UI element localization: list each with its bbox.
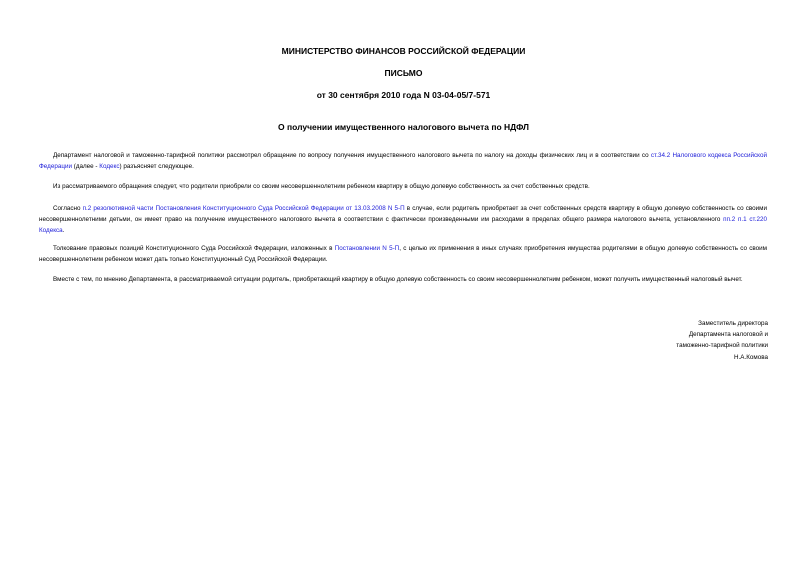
text-span: Толкование правовых позиций Конституционного Суда Российской Федерации, изложенных в	[53, 245, 335, 252]
link-constitutional-court-ruling[interactable]: п.2 резолютивной части Постановления Конституционного Суда Российской Федерации от 13.03.2008 N 5-П	[82, 205, 405, 212]
signature-title: Заместитель директора	[698, 320, 768, 327]
text-span: Вместе с тем, по мнению Департамента, в рассматриваемой ситуации родитель, приобретающий квартиру в общую долевую собственность со своим несовершеннолетним ребенком, может получить имущественный налоговый вычет.	[53, 276, 743, 283]
link-code[interactable]: Кодекс	[99, 163, 120, 171]
link-tax-code-art-34-2[interactable]: ст.34.2 Налогового кодекса Российской Федерации	[39, 152, 768, 171]
link-art-220-code[interactable]: пп.2 п.1 ст.220 Кодекса	[39, 216, 767, 235]
text-span: , с целью их применения в иных случаях приобретения имущества родителями в общую долевую собственность со своим несовершеннолетним ребенком может дать только Конституционный Суд Российской Федерации.	[39, 245, 767, 264]
paragraph-2	[39, 181, 767, 192]
text-span: .	[62, 227, 65, 235]
ministry-heading: МИНИСТЕРСТВО ФИНАНСОВ РОССИЙСКОЙ ФЕДЕРАЦИИ	[281, 46, 526, 56]
text-span: ) разъясняет следующее.	[119, 163, 194, 171]
paragraph-5	[39, 274, 767, 285]
signature-block	[568, 318, 768, 363]
paragraph-1	[39, 150, 767, 172]
text-span: в случае, если родитель приобретает за счет собственных средств квартиру в общую долевую собственность со своими несовершеннолетними детьми, он имеет право на получение имущественного налогового вычета в соответствии с фактически произведенными им расходами в пределах общего размера налогового вычета, установленного	[39, 205, 767, 224]
document-type: ПИСЬМО	[384, 68, 423, 78]
paragraph-3	[39, 203, 767, 237]
link-ruling-5p[interactable]: Постановлении N 5-П	[334, 245, 400, 252]
text-span: (далее -	[71, 163, 100, 171]
document-subject: О получении имущественного налогового вычета по НДФЛ	[278, 122, 529, 132]
signature-department: Департамента налоговой и	[688, 331, 768, 339]
document-date-number: от 30 сентября 2010 года N 03-04-05/7-571	[316, 90, 491, 100]
signature-department-cont: таможенно-тарифной политики	[676, 342, 768, 350]
text-span: Согласно	[53, 205, 83, 212]
signature-name: Н.А.Комова	[733, 353, 768, 361]
paragraph-4	[39, 243, 767, 265]
text-span: Из рассматриваемого обращения следует, что родители приобрели со своим несовершеннолетним ребенком квартиру в общую долевую собственность за счет собственных средств.	[53, 183, 590, 190]
text-span: Департамент налоговой и таможенно-тарифной политики рассмотрел обращение по вопросу получения имущественного налогового вычета по налогу на доходы физических лиц и в соответствии со	[53, 152, 651, 159]
